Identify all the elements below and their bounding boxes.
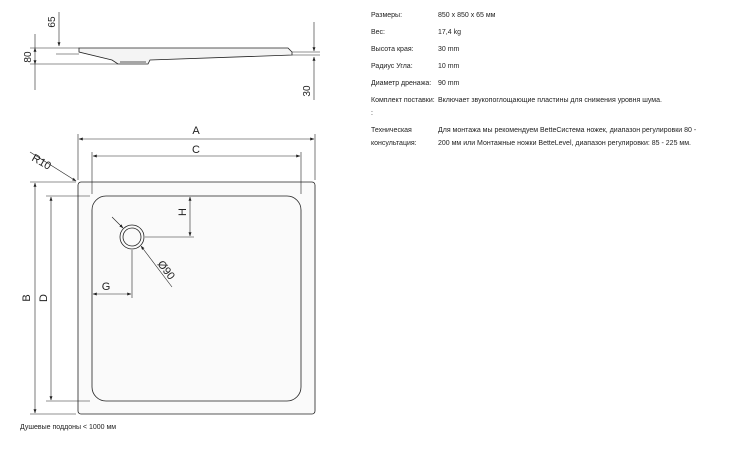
drain-diameter-label: Ø90 bbox=[154, 258, 177, 283]
dim-h-label: H bbox=[177, 208, 189, 216]
dim-30-label: 30 bbox=[302, 85, 313, 97]
spec-row bbox=[371, 94, 701, 120]
spec-key: Диаметр дренажа: bbox=[371, 80, 432, 87]
spec-key: Высота края: bbox=[371, 46, 414, 53]
dim-c-label: C bbox=[192, 144, 200, 156]
dim-b-label: B bbox=[21, 294, 33, 302]
spec-row bbox=[371, 77, 701, 90]
spec-key: Размеры: bbox=[371, 12, 403, 19]
spec-value: 17,4 kg bbox=[438, 29, 461, 36]
dim-80-label: 80 bbox=[23, 51, 34, 63]
spec-list bbox=[371, 9, 701, 154]
caption: Душевые поддоны < 1000 мм bbox=[20, 424, 117, 431]
spec-row bbox=[371, 26, 701, 39]
spec-value: 90 mm bbox=[438, 80, 460, 87]
dim-a-label: A bbox=[192, 125, 200, 137]
dim-65-label: 65 bbox=[47, 16, 58, 28]
dim-d-label: D bbox=[38, 294, 50, 302]
spec-value: Для монтажа мы рекомендуем BetteСистема ножек, диапазон регулировки 80 - 200 мм или Монтажные ножки BetteLevel, диапазон регулировки: 85 - 225 мм. bbox=[438, 127, 697, 147]
spec-value: 10 mm bbox=[438, 63, 460, 70]
spec-row bbox=[371, 9, 701, 22]
spec-value: 30 mm bbox=[438, 46, 460, 53]
spec-key: Радиус Угла: bbox=[371, 63, 413, 70]
dim-g-label: G bbox=[101, 281, 111, 293]
side-view bbox=[30, 12, 320, 100]
spec-row bbox=[371, 124, 701, 150]
spec-key: Техническая консультация: bbox=[371, 127, 417, 147]
spec-value: Включает звукопоглощающие пластины для снижения уровня шума. bbox=[438, 97, 662, 104]
spec-key: Комплект поставки: : bbox=[371, 97, 435, 117]
spec-value: 850 x 850 x 65 мм bbox=[438, 12, 496, 19]
spec-row bbox=[371, 60, 701, 73]
corner-radius-label: R10 bbox=[29, 152, 53, 173]
spec-row bbox=[371, 43, 701, 56]
technical-drawing bbox=[0, 0, 340, 466]
spec-key: Вес: bbox=[371, 29, 386, 36]
